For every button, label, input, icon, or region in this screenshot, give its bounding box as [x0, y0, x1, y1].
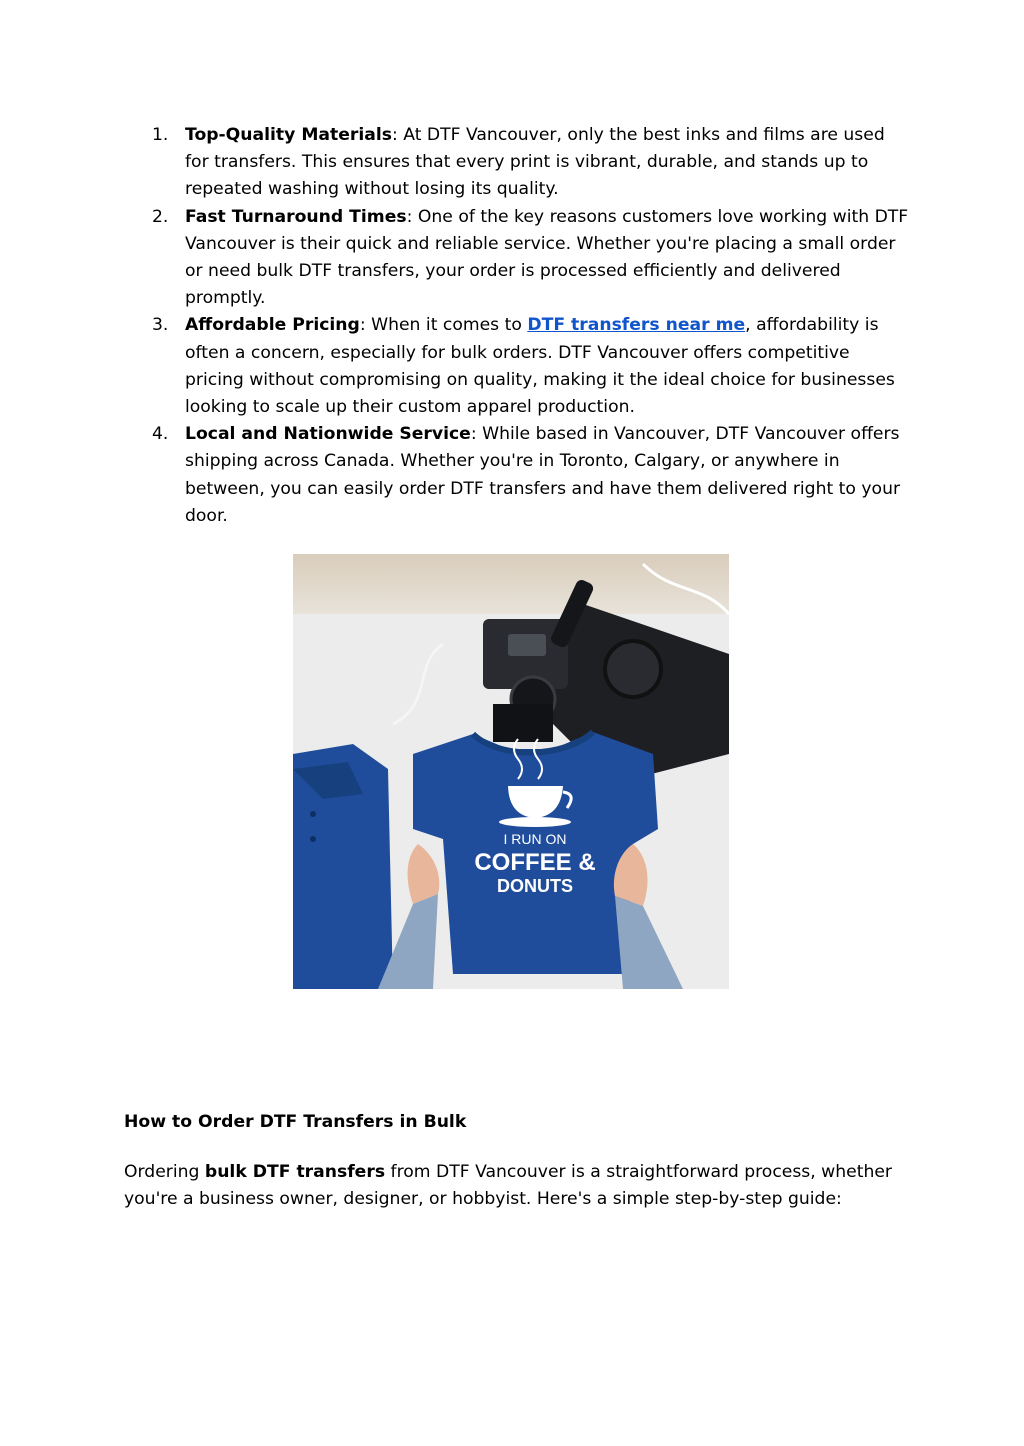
folded-shirts: [293, 744, 393, 989]
section-paragraph: [124, 1159, 904, 1213]
heat-press-photo: [293, 554, 729, 989]
list-number: 4.: [152, 424, 169, 445]
benefits-list: [152, 122, 912, 530]
list-item: [152, 312, 912, 421]
item-title: Affordable Pricing: [185, 315, 360, 336]
shirt-print-line2: COFFEE &: [474, 849, 596, 876]
item-title: Local and Nationwide Service: [185, 424, 471, 445]
para-bold: bulk DTF transfers: [204, 1162, 386, 1182]
item-title: Top-Quality Materials: [185, 125, 392, 145]
list-item: [152, 122, 912, 204]
shirt-print-line3: DONUTS: [497, 876, 573, 896]
item-text: : While based in Vancouver, DTF Vancouver offers shipping across Canada. Whether you're in Toronto, Calgary, or anywhere in between, you can easily order DTF transfers and have them delivered right to your door.: [185, 424, 901, 526]
list-number: 3.: [152, 315, 169, 336]
wood-wall: [293, 554, 729, 624]
list-item: [152, 204, 912, 313]
para-text: from DTF Vancouver is a straightforward process, whether you're a business owner, designer, or hobbyist. Here's a simple step-by-step guide:: [124, 1162, 892, 1210]
item-text: : When it comes to: [359, 315, 528, 336]
para-text: Ordering: [124, 1162, 205, 1182]
section-heading: How to Order DTF Transfers in Bulk: [124, 1112, 467, 1132]
item-title: Fast Turnaround Times: [185, 206, 407, 227]
list-number: 1.: [152, 125, 169, 145]
item-text: , affordability is often a concern, especially for bulk orders. DTF Vancouver offers competitive pricing without compromising on quality, making it the ideal choice for businesses looking to scale up their custom apparel production.: [185, 315, 895, 418]
list-number: 2.: [152, 206, 169, 227]
list-item: [152, 421, 912, 530]
item-text: : At DTF Vancouver, only the best inks and films are used for transfers. This ensures that every print is vibrant, durable, and stands up to repeated washing without losing its quality.: [185, 125, 885, 200]
item-text: : One of the key reasons customers love working with DTF Vancouver is their quick and reliable service. Whether you're placing a small order or need bulk DTF transfers, your order is processed efficiently and delivered promptly.: [185, 206, 909, 309]
photo-illustration: [293, 554, 729, 989]
shirt-print-line1: I RUN ON: [503, 831, 567, 847]
dtf-transfers-near-me-link[interactable]: DTF transfers near me: [527, 315, 746, 336]
